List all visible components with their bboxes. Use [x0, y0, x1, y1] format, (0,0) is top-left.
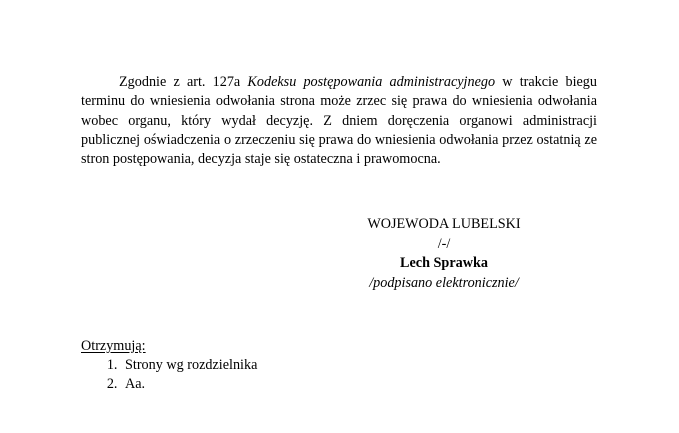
- list-item: 1. Strony wg rozdzielnika: [121, 356, 257, 375]
- electronic-signature-note: /podpisano elektronicznie/: [369, 274, 519, 291]
- signature-block: [340, 215, 548, 293]
- recipients-title: Otrzymują:: [81, 338, 146, 354]
- recipients-section: [81, 337, 257, 394]
- paragraph-intro: Zgodnie z art. 127a: [119, 74, 248, 90]
- signatory-office: WOJEWODA LUBELSKI: [367, 216, 521, 232]
- legal-notice-paragraph: [81, 73, 597, 169]
- list-item: 2. Aa.: [121, 375, 257, 394]
- signature-mark: /-/: [437, 235, 451, 252]
- paragraph-body: w trakcie biegu terminu do wniesienia odwołania strona może zrzec się prawa do wniesienia odwołania wobec organu, który wydał decyzję. Z dniem doręczenia organowi administracji publicznej oświadczenia o zrzeczeniu się prawa do wniesienia odwołania przez ostatnią ze stron postępowania, decyzja staje się ostateczna i prawomocna.: [81, 74, 597, 168]
- signatory-name: Lech Sprawka: [400, 255, 488, 271]
- recipients-list: [81, 356, 257, 394]
- law-name: Kodeksu postępowania administracyjnego: [247, 74, 496, 90]
